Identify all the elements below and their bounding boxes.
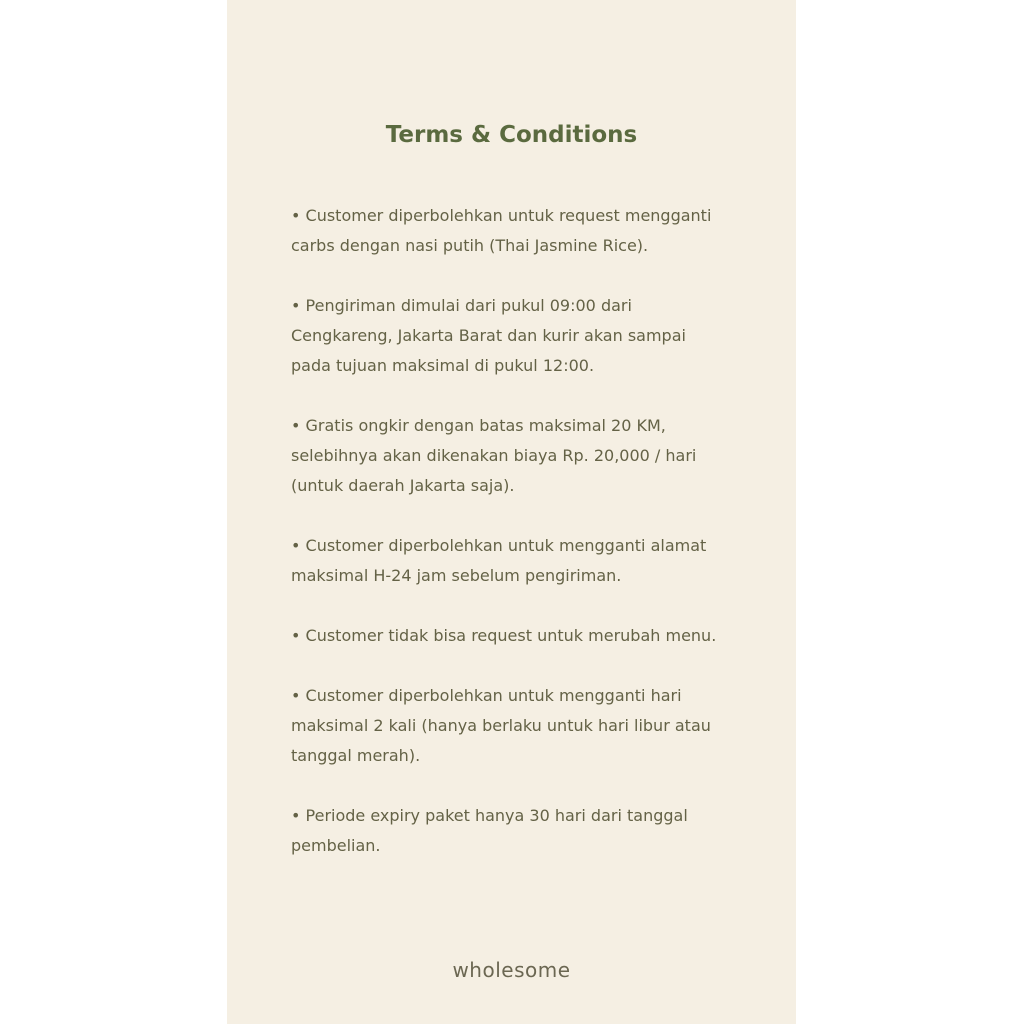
- terms-card: [227, 0, 796, 1024]
- term-item: • Customer tidak bisa request untuk merubah menu.: [291, 626, 717, 645]
- term-item: • Periode expiry paket hanya 30 hari dari tanggal pembelian.: [291, 806, 688, 855]
- term-item: • Pengiriman dimulai dari pukul 09:00 dari Cengkareng, Jakarta Barat dan kurir akan sampai pada tujuan maksimal di pukul 12:00.: [291, 296, 686, 375]
- term-item: • Customer diperbolehkan untuk request mengganti carbs dengan nasi putih (Thai Jasmine Rice).: [291, 206, 712, 255]
- term-item: • Gratis ongkir dengan batas maksimal 20 KM, selebihnya akan dikenakan biaya Rp. 20,000 / hari (untuk daerah Jakarta saja).: [291, 416, 697, 495]
- terms-list: [291, 201, 751, 891]
- brand-logo: wholesome: [452, 958, 571, 982]
- term-item: • Customer diperbolehkan untuk mengganti alamat maksimal H-24 jam sebelum pengiriman.: [291, 536, 707, 585]
- term-item: • Customer diperbolehkan untuk mengganti hari maksimal 2 kali (hanya berlaku untuk hari libur atau tanggal merah).: [291, 686, 711, 765]
- page-title: Terms & Conditions: [385, 122, 638, 148]
